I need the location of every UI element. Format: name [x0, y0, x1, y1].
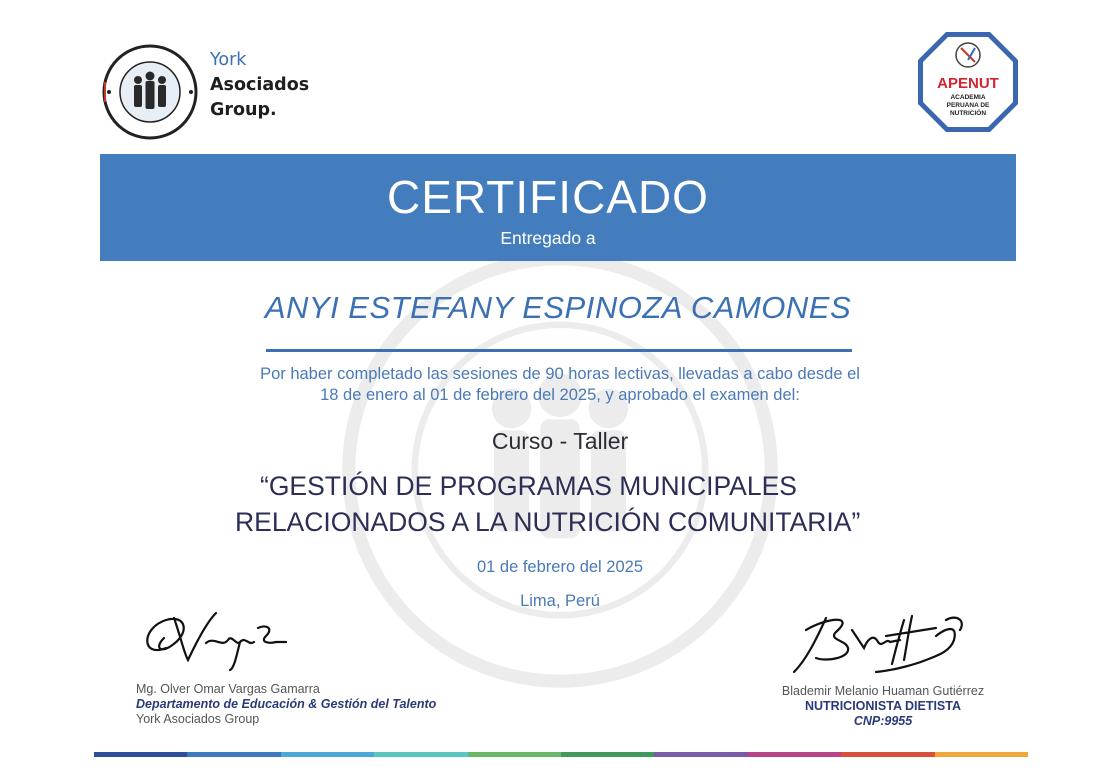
- paragraph-line1: Por haber completado las sesiones de 90 horas lectivas, llevadas a cabo desde el: [260, 365, 860, 383]
- left-signatory-organization: York Asociados Group: [136, 712, 260, 726]
- stripe-segment: [561, 752, 654, 757]
- stripe-segment: [841, 752, 934, 757]
- paragraph-line2: 18 de enero al 01 de febrero del 2025, y aprobado el examen del:: [320, 386, 800, 404]
- left-signatory-department: Departamento de Educación & Gestión del Talento: [136, 697, 437, 711]
- stripe-segment: [374, 752, 467, 757]
- apenut-line1: ACADEMIA: [950, 94, 986, 101]
- left-signature: [136, 598, 306, 674]
- stripe-segment: [281, 752, 374, 757]
- apenut-brand: APENUT: [937, 75, 999, 92]
- issue-date: 01 de febrero del 2025: [476, 558, 644, 576]
- issue-place: Lima, Perú: [520, 592, 600, 610]
- course-title-line2: RELACIONADOS A LA NUTRICIÓN COMUNITARIA”: [235, 507, 861, 537]
- right-signatory-title: NUTRICIONISTA DIETISTA: [804, 699, 961, 713]
- stripe-segment: [468, 752, 561, 757]
- stripe-segment: [748, 752, 841, 757]
- left-signatory-block: [136, 682, 436, 727]
- apenut-line2: PERUANA DE: [946, 102, 990, 109]
- course-type: Curso - Taller: [491, 428, 629, 454]
- york-line2: Asociados: [210, 75, 310, 95]
- left-signatory-name: Mg. Olver Omar Vargas Gamarra: [136, 682, 320, 696]
- course-title-line1: “GESTIÓN DE PROGRAMAS MUNICIPALES: [260, 471, 797, 501]
- right-signatory-license: CNP:9955: [853, 714, 913, 728]
- york-line1: York: [210, 50, 247, 70]
- right-signature: [786, 600, 976, 680]
- stripe-segment: [654, 752, 747, 757]
- york-escuela-logo: [100, 44, 200, 140]
- york-asociados-wordmark: [210, 48, 309, 123]
- certificate-title: CERTIFICADO: [387, 171, 709, 223]
- right-signatory-name: Blademir Melanio Huaman Gutiérrez: [781, 684, 985, 698]
- footer-color-stripe: [94, 752, 1028, 757]
- stripe-segment: [94, 752, 187, 757]
- completion-paragraph: [210, 364, 910, 406]
- recipient-name: ANYI ESTEFANY ESPINOZA CAMONES: [264, 290, 852, 325]
- certificate-subtitle: Entregado a: [500, 228, 596, 248]
- york-line3: Group.: [210, 100, 277, 120]
- recipient-underline: [266, 349, 852, 352]
- stripe-segment: [935, 752, 1028, 757]
- stripe-segment: [187, 752, 280, 757]
- apenut-logo: [916, 30, 1020, 134]
- apenut-line3: NUTRICIÓN: [949, 110, 987, 117]
- right-signatory-block: [760, 684, 1006, 729]
